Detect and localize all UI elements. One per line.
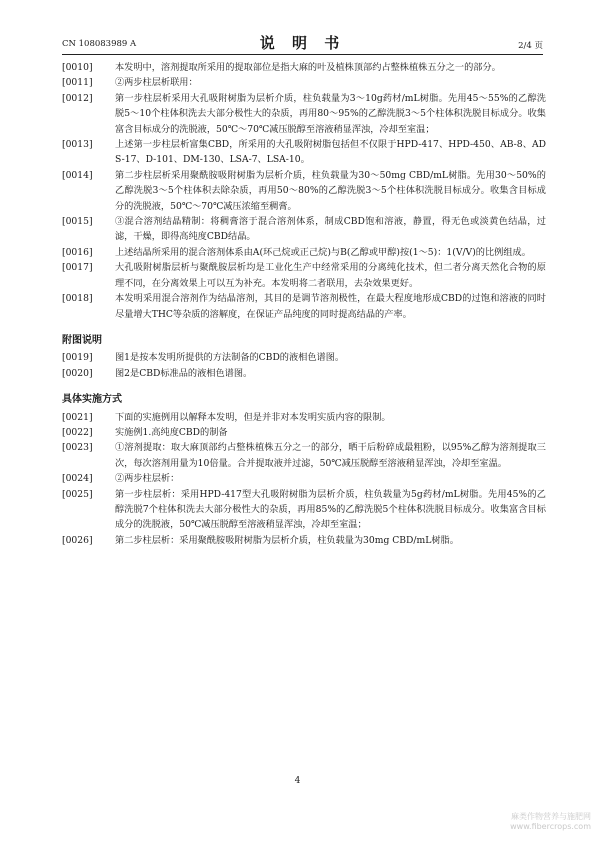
paragraph [62, 533, 546, 548]
watermark-text: 麻类作物营养与施肥网 [511, 812, 591, 821]
page-number: 4 [294, 776, 301, 786]
paragraph-text: 图2是CBD标准品的液相色谱图。 [115, 367, 253, 379]
section-heading-figures: 附图说明 [62, 334, 102, 346]
watermark [510, 812, 591, 832]
paragraph [62, 60, 546, 75]
paragraph-number: [0011] [62, 77, 93, 89]
document-body [62, 60, 546, 548]
paragraph-text: 实施例1.高纯度CBD的制备 [115, 426, 228, 438]
paragraph-group-intro [62, 60, 546, 322]
paragraph [62, 260, 546, 291]
paragraph-number: [0024] [62, 473, 93, 485]
page-header [62, 30, 543, 52]
paragraph [62, 471, 546, 486]
paragraph-number: [0013] [62, 139, 93, 151]
paragraph-text: 图1是按本发明所提供的方法制备的CBD的液相色谱图。 [115, 352, 345, 364]
paragraph-number: [0019] [62, 352, 93, 364]
paragraph [62, 350, 546, 365]
paragraph [62, 214, 546, 245]
paragraph-number: [0020] [62, 367, 93, 379]
paragraph [62, 487, 546, 533]
paragraph [62, 425, 546, 440]
paragraph-group-embodiments [62, 410, 546, 549]
paragraph-text: 本发明采用混合溶剂作为结晶溶剂，其目的是调节溶剂极性，在最大程度地形成CBD的过饱和溶液的同时尽量增大THC等杂质的溶解度，在保证产品纯度的同时提高结晶的产率。 [115, 293, 546, 320]
paragraph-number: [0014] [62, 169, 93, 181]
patent-number: CN 108083989 A [62, 39, 137, 49]
paragraph-number: [0022] [62, 426, 93, 438]
paragraph-text: 第二步柱层析：采用聚酰胺吸附树脂为层析介质，柱负载量为30mg CBD/mL树脂。 [115, 534, 459, 546]
paragraph [62, 291, 546, 322]
paragraph-text: 第一步柱层析：采用HPD-417型大孔吸附树脂为层析介质，柱负载量为5g药材/mL树脂。先用45%的乙醇洗脱7个柱体积洗去大部分极性大的杂质，再用85%的乙醇洗脱5个柱体积洗脱目标成分。收集富含目标成分的洗脱液，50℃减压脱醇至溶液稍显浑浊，冷却至室温； [115, 488, 546, 531]
paragraph-number: [0018] [62, 293, 93, 305]
paragraph-number: [0023] [62, 442, 93, 454]
paragraph-text: 下面的实施例用以解释本发明，但是并非对本发明实质内容的限制。 [115, 411, 391, 423]
paragraph [62, 366, 546, 381]
paragraph [62, 440, 546, 471]
paragraph-number: [0012] [62, 92, 93, 104]
paragraph-number: [0017] [62, 262, 93, 274]
paragraph-text: 大孔吸附树脂层析与聚酰胺层析均是工业化生产中经常采用的分离纯化技术，但二者分离天然化合物的原理不同，在分离效果上可以互为补充。本发明将二者联用，去杂效果更好。 [115, 262, 546, 289]
paragraph-text: 本发明中，溶剂提取所采用的提取部位是指大麻的叶及植株顶部约占整株植株五分之一的部分。 [115, 62, 501, 73]
page-indicator: 2/4 页 [518, 41, 543, 51]
paragraph-number: [0015] [62, 216, 93, 228]
paragraph-text: ①溶剂提取：取大麻顶部约占整株植株五分之一的部分，晒干后粉碎成最粗粉，以95%乙醇为溶剂提取三次，每次溶剂用量为10倍量。合并提取液并过滤，50℃减压脱醇至溶液稍显浑浊，冷却至室温。 [115, 442, 546, 469]
paragraph-text: 上述第一步柱层析富集CBD，所采用的大孔吸附树脂包括但不仅限于HPD-417、HPD-450、AB-8、ADS-17、D-101、DM-130、LSA-7、LSA-10。 [115, 139, 546, 166]
document-title: 说 明 书 [259, 34, 346, 52]
paragraph-group-figures [62, 350, 546, 381]
paragraph-text: 上述结晶所采用的混合溶剂体系由A(环己烷或正己烷)与B(乙醇或甲醇)按(1～5)：1(V/V)的比例组成。 [115, 246, 531, 258]
paragraph-number: [0021] [62, 411, 93, 423]
paragraph-text: ②两步柱层析联用： [115, 77, 198, 89]
watermark-url: www.fibercrops.com [510, 822, 591, 831]
paragraph-number: [0026] [62, 534, 93, 546]
paragraph [62, 168, 546, 214]
paragraph-text: ③混合溶剂结晶精制：将稠膏溶于混合溶剂体系，制成CBD饱和溶液，静置，得无色或淡黄色结晶，过滤，干燥，即得高纯度CBD结晶。 [115, 216, 546, 243]
paragraph [62, 410, 546, 425]
paragraph [62, 91, 546, 137]
paragraph-number: [0016] [62, 246, 93, 258]
paragraph-number: [0025] [62, 488, 93, 500]
paragraph-text: 第一步柱层析采用大孔吸附树脂为层析介质，柱负载量为3～10g药材/mL树脂。先用45～55%的乙醇洗脱5～10个柱体积洗去大部分极性大的杂质，再用80～95%的乙醇洗脱3～5个柱体积洗脱目标成分。收集富含目标成分的洗脱液，50℃～70℃减压脱醇至溶液稍显浑浊，冷却至室温； [115, 92, 546, 135]
paragraph-text: ②两步柱层析： [115, 473, 180, 485]
header-divider [62, 54, 543, 55]
paragraph [62, 75, 546, 90]
paragraph-number: [0010] [62, 62, 93, 73]
paragraph [62, 245, 546, 260]
paragraph-text: 第二步柱层析采用聚酰胺吸附树脂为层析介质，柱负载量为30～50mg CBD/mL树脂。先用30～50%的乙醇洗脱3～5个柱体积去除杂质，再用50～80%的乙醇洗脱3～5个柱体积洗脱目标成分。收集含目标成分的洗脱液，50℃～70℃减压浓缩至稠膏。 [115, 169, 546, 212]
paragraph [62, 137, 546, 168]
section-heading-embodiments: 具体实施方式 [62, 394, 122, 406]
